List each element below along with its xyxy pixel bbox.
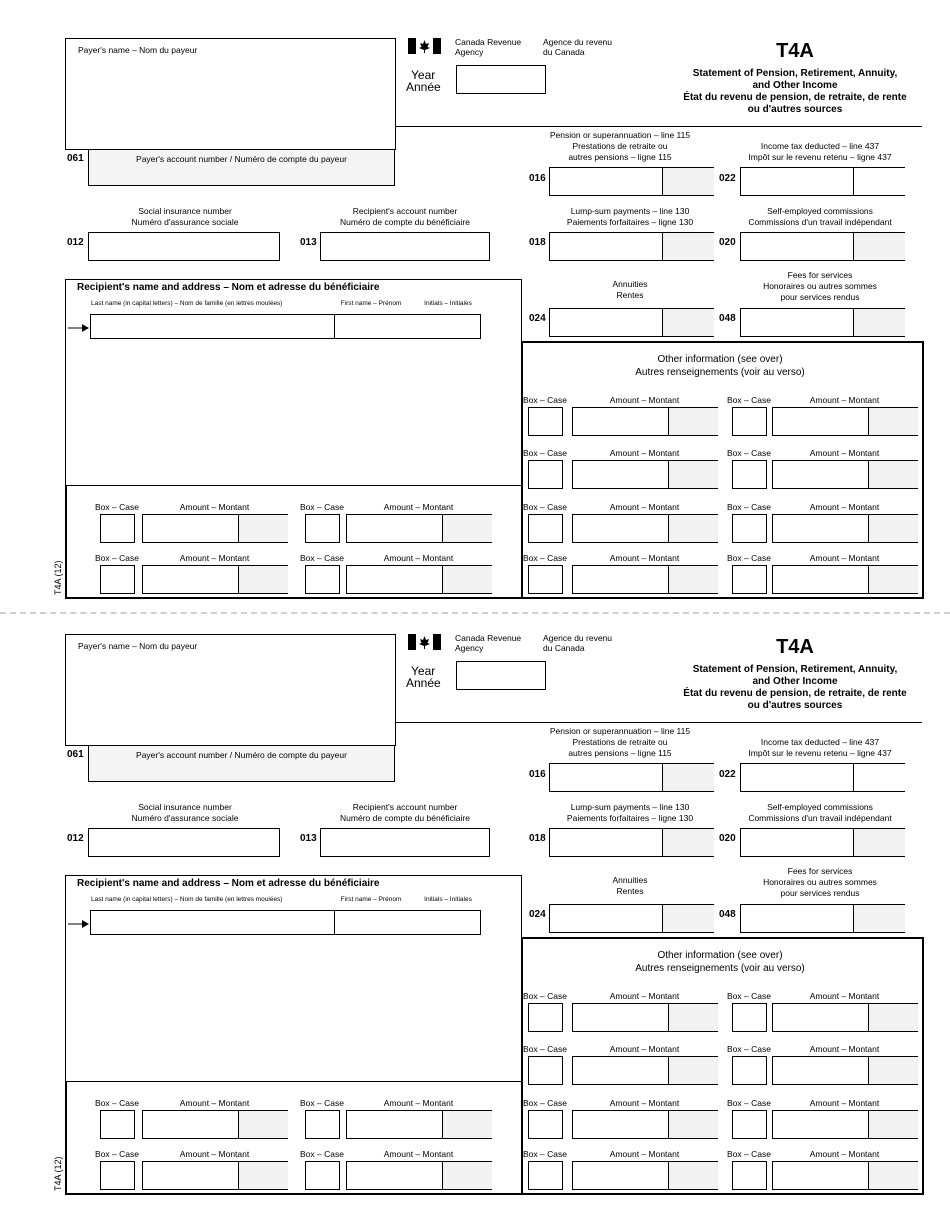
subtitle-en-1: Statement of Pension, Retirement, Annuity, bbox=[692, 68, 898, 79]
pension-label-3: autres pensions – ligne 115 bbox=[568, 152, 672, 162]
box-code-field[interactable] bbox=[100, 514, 135, 543]
annuities-label-2: Rentes bbox=[616, 886, 644, 896]
amount-montant-label: Amount – Montant bbox=[809, 1149, 880, 1159]
annuities-amount-field[interactable] bbox=[549, 308, 714, 337]
box-case-label: Box – Case bbox=[523, 448, 567, 458]
amount-field[interactable] bbox=[572, 407, 718, 436]
box-case-label: Box – Case bbox=[727, 1098, 771, 1108]
box-case-label: Box – Case bbox=[523, 502, 567, 512]
lump-label-1: Lump-sum payments – line 130 bbox=[570, 802, 690, 812]
box-code-field[interactable] bbox=[732, 1056, 767, 1085]
tax-label-1: Income tax deducted – line 437 bbox=[760, 141, 880, 151]
fees-code: 048 bbox=[719, 909, 736, 920]
fees-label-2: Honoraires ou autres sommes bbox=[763, 281, 877, 291]
last-name-label: Last name (in capital letters) – Nom de famille (en lettres moulées) bbox=[91, 896, 283, 903]
pension-label-2: Prestations de retraite ou bbox=[572, 737, 668, 747]
recipient-account-label-2: Numéro de compte du bénéficiaire bbox=[340, 813, 470, 823]
amount-field[interactable] bbox=[346, 1110, 492, 1139]
payer-name-label: Payer's name – Nom du payeur bbox=[78, 641, 198, 651]
recipient-account-label-1: Recipient's account number bbox=[352, 206, 458, 216]
subtitle-en-2: and Other Income bbox=[752, 676, 838, 687]
amount-field[interactable] bbox=[346, 514, 492, 543]
tear-line bbox=[0, 612, 950, 614]
box-code-field[interactable] bbox=[528, 565, 563, 594]
sin-code: 012 bbox=[67, 833, 84, 844]
box-code-field[interactable] bbox=[305, 1161, 340, 1190]
self-label-2: Commissions d'un travail indépendant bbox=[748, 217, 892, 227]
box-code-field[interactable] bbox=[732, 1161, 767, 1190]
recipient-account-code: 013 bbox=[300, 833, 317, 844]
agency-fr: Agence du revenu du Canada bbox=[543, 37, 612, 57]
amount-montant-label: Amount – Montant bbox=[383, 553, 454, 563]
tax-amount-field[interactable] bbox=[740, 763, 905, 792]
sin-label-2: Numéro d'assurance sociale bbox=[131, 217, 239, 227]
self-code: 020 bbox=[719, 237, 736, 248]
amount-montant-label: Amount – Montant bbox=[809, 502, 880, 512]
agency-en: Canada Revenue Agency bbox=[455, 37, 522, 57]
self-amount-field[interactable] bbox=[740, 828, 905, 857]
canada-flag-icon bbox=[408, 634, 441, 650]
sin-label-1: Social insurance number bbox=[138, 206, 232, 216]
box-code-field[interactable] bbox=[528, 1110, 563, 1139]
annuities-code: 024 bbox=[529, 313, 546, 324]
amount-montant-label: Amount – Montant bbox=[179, 553, 250, 563]
amount-field[interactable] bbox=[572, 1003, 718, 1032]
sin-field[interactable] bbox=[88, 232, 280, 261]
form-title: T4A bbox=[776, 40, 814, 62]
payer-name-box[interactable] bbox=[65, 38, 396, 150]
fees-label-1: Fees for services bbox=[787, 270, 853, 280]
box-case-label: Box – Case bbox=[300, 553, 344, 563]
fees-amount-field[interactable] bbox=[740, 904, 905, 933]
header-divider bbox=[396, 722, 922, 723]
amount-montant-label: Amount – Montant bbox=[179, 1098, 250, 1108]
subtitle-fr-1: État du revenu de pension, de retraite, de rente bbox=[683, 688, 907, 699]
lump-amount-field[interactable] bbox=[549, 232, 714, 261]
amount-field[interactable] bbox=[772, 565, 918, 594]
box-case-label: Box – Case bbox=[523, 553, 567, 563]
initials-label: Initials – Initiales bbox=[424, 300, 472, 307]
amount-montant-label: Amount – Montant bbox=[609, 448, 680, 458]
self-label-2: Commissions d'un travail indépendant bbox=[748, 813, 892, 823]
amount-montant-label: Amount – Montant bbox=[609, 1098, 680, 1108]
box-case-label: Box – Case bbox=[727, 1044, 771, 1054]
initials-label: Initials – Initiales bbox=[424, 896, 472, 903]
lump-label-1: Lump-sum payments – line 130 bbox=[570, 206, 690, 216]
tax-label-2: Impôt sur le revenu retenu – ligne 437 bbox=[748, 152, 892, 162]
payer-name-box[interactable] bbox=[65, 634, 396, 746]
box-case-label: Box – Case bbox=[300, 1149, 344, 1159]
amount-field[interactable] bbox=[142, 565, 288, 594]
recipient-account-field[interactable] bbox=[320, 828, 490, 857]
box-code-field[interactable] bbox=[528, 1056, 563, 1085]
box-case-label: Box – Case bbox=[95, 502, 139, 512]
amount-montant-label: Amount – Montant bbox=[809, 553, 880, 563]
recipient-account-label-1: Recipient's account number bbox=[352, 802, 458, 812]
fees-code: 048 bbox=[719, 313, 736, 324]
form-code: T4A (12) bbox=[53, 560, 63, 595]
amount-field[interactable] bbox=[572, 514, 718, 543]
sin-label-1: Social insurance number bbox=[138, 802, 232, 812]
first-name-label: First name – Prénom bbox=[340, 300, 402, 307]
subtitle-fr-2: ou d'autres sources bbox=[747, 700, 843, 711]
box-case-label: Box – Case bbox=[95, 1149, 139, 1159]
box-case-label: Box – Case bbox=[300, 502, 344, 512]
amount-montant-label: Amount – Montant bbox=[809, 448, 880, 458]
pension-amount-field[interactable] bbox=[549, 167, 714, 196]
box-code-field[interactable] bbox=[732, 514, 767, 543]
box-case-label: Box – Case bbox=[727, 991, 771, 1001]
amount-montant-label: Amount – Montant bbox=[383, 1098, 454, 1108]
amount-montant-label: Amount – Montant bbox=[383, 502, 454, 512]
recipient-box[interactable] bbox=[65, 875, 522, 1082]
box-code-field[interactable] bbox=[100, 1110, 135, 1139]
box-code-field[interactable] bbox=[305, 565, 340, 594]
pension-label-3: autres pensions – ligne 115 bbox=[568, 748, 672, 758]
amount-field[interactable] bbox=[772, 1110, 918, 1139]
recipient-title: Recipient's name and address – Nom et adresse du bénéficiaire bbox=[77, 282, 380, 293]
lump-code: 018 bbox=[529, 833, 546, 844]
amount-field[interactable] bbox=[572, 1110, 718, 1139]
agency-en: Canada Revenue Agency bbox=[455, 633, 522, 653]
payer-account-code: 061 bbox=[67, 749, 84, 760]
box-case-label: Box – Case bbox=[523, 395, 567, 405]
year-label-fr: Année bbox=[406, 676, 441, 690]
year-label-en: Year bbox=[411, 68, 436, 82]
lump-label-2: Paiements forfaitaires – ligne 130 bbox=[566, 813, 694, 823]
amount-field[interactable] bbox=[142, 1110, 288, 1139]
year-label-fr: Année bbox=[406, 80, 441, 94]
payer-account-box[interactable] bbox=[88, 745, 395, 782]
box-code-field[interactable] bbox=[528, 1161, 563, 1190]
form-title: T4A bbox=[776, 636, 814, 658]
payer-name-label: Payer's name – Nom du payeur bbox=[78, 45, 198, 55]
year-input[interactable] bbox=[456, 661, 546, 690]
pension-label-1: Pension or superannuation – line 115 bbox=[549, 726, 691, 736]
amount-field[interactable] bbox=[572, 460, 718, 489]
self-label-1: Self-employed commissions bbox=[767, 206, 873, 216]
slip-copy-1 bbox=[0, 0, 950, 600]
payer-account-label: Payer's account number / Numéro de compte du payeur bbox=[136, 750, 347, 760]
box-code-field[interactable] bbox=[528, 460, 563, 489]
self-amount-field[interactable] bbox=[740, 232, 905, 261]
recipient-account-label-2: Numéro de compte du bénéficiaire bbox=[340, 217, 470, 227]
payer-account-label: Payer's account number / Numéro de compte du payeur bbox=[136, 154, 347, 164]
pension-amount-field[interactable] bbox=[549, 763, 714, 792]
box-code-field[interactable] bbox=[305, 514, 340, 543]
box-code-field[interactable] bbox=[305, 1110, 340, 1139]
box-code-field[interactable] bbox=[100, 565, 135, 594]
amount-field[interactable] bbox=[572, 1056, 718, 1085]
tax-code: 022 bbox=[719, 173, 736, 184]
amount-montant-label: Amount – Montant bbox=[609, 1044, 680, 1054]
amount-field[interactable] bbox=[772, 514, 918, 543]
box-case-label: Box – Case bbox=[727, 1149, 771, 1159]
box-case-label: Box – Case bbox=[523, 1098, 567, 1108]
recipient-box[interactable] bbox=[65, 279, 522, 486]
annuities-label-1: Annuities bbox=[612, 875, 648, 885]
subtitle-en-1: Statement of Pension, Retirement, Annuity, bbox=[692, 664, 898, 675]
subtitle-en-2: and Other Income bbox=[752, 80, 838, 91]
recipient-title: Recipient's name and address – Nom et adresse du bénéficiaire bbox=[77, 878, 380, 889]
amount-field[interactable] bbox=[772, 407, 918, 436]
sin-code: 012 bbox=[67, 237, 84, 248]
amount-field[interactable] bbox=[772, 1003, 918, 1032]
fees-label-3: pour services rendus bbox=[780, 292, 860, 302]
amount-montant-label: Amount – Montant bbox=[809, 395, 880, 405]
box-code-field[interactable] bbox=[732, 407, 767, 436]
box-case-label: Box – Case bbox=[523, 991, 567, 1001]
lump-label-2: Paiements forfaitaires – ligne 130 bbox=[566, 217, 694, 227]
box-case-label: Box – Case bbox=[727, 448, 771, 458]
annuities-label-2: Rentes bbox=[616, 290, 644, 300]
amount-montant-label: Amount – Montant bbox=[609, 502, 680, 512]
amount-montant-label: Amount – Montant bbox=[809, 1098, 880, 1108]
year-input[interactable] bbox=[456, 65, 546, 94]
annuities-label-1: Annuities bbox=[612, 279, 648, 289]
box-case-label: Box – Case bbox=[727, 395, 771, 405]
arrow-right-icon bbox=[68, 916, 90, 926]
agency-fr: Agence du revenu du Canada bbox=[543, 633, 612, 653]
amount-montant-label: Amount – Montant bbox=[179, 502, 250, 512]
amount-field[interactable] bbox=[772, 1161, 918, 1190]
box-code-field[interactable] bbox=[528, 1003, 563, 1032]
pension-code: 016 bbox=[529, 173, 546, 184]
recipient-name-field[interactable] bbox=[90, 314, 481, 339]
last-name-label: Last name (in capital letters) – Nom de famille (en lettres moulées) bbox=[91, 300, 283, 307]
year-label-en: Year bbox=[411, 664, 436, 678]
amount-montant-label: Amount – Montant bbox=[609, 553, 680, 563]
arrow-right-icon bbox=[68, 320, 90, 330]
box-code-field[interactable] bbox=[528, 407, 563, 436]
fees-amount-field[interactable] bbox=[740, 308, 905, 337]
box-code-field[interactable] bbox=[732, 1110, 767, 1139]
sin-field[interactable] bbox=[88, 828, 280, 857]
amount-montant-label: Amount – Montant bbox=[609, 395, 680, 405]
other-info-1: Other information (see over) bbox=[657, 354, 783, 365]
fees-label-2: Honoraires ou autres sommes bbox=[763, 877, 877, 887]
amount-field[interactable] bbox=[346, 565, 492, 594]
header-divider bbox=[396, 126, 922, 127]
tax-label-1: Income tax deducted – line 437 bbox=[760, 737, 880, 747]
annuities-amount-field[interactable] bbox=[549, 904, 714, 933]
box-case-label: Box – Case bbox=[727, 553, 771, 563]
other-info-1: Other information (see over) bbox=[657, 950, 783, 961]
box-case-label: Box – Case bbox=[523, 1044, 567, 1054]
amount-field[interactable] bbox=[346, 1161, 492, 1190]
amount-montant-label: Amount – Montant bbox=[609, 1149, 680, 1159]
subtitle-fr-2: ou d'autres sources bbox=[747, 104, 843, 115]
amount-field[interactable] bbox=[572, 565, 718, 594]
box-case-label: Box – Case bbox=[300, 1098, 344, 1108]
box-case-label: Box – Case bbox=[95, 553, 139, 563]
box-code-field[interactable] bbox=[732, 460, 767, 489]
pension-label-1: Pension or superannuation – line 115 bbox=[549, 130, 691, 140]
lump-code: 018 bbox=[529, 237, 546, 248]
pension-label-2: Prestations de retraite ou bbox=[572, 141, 668, 151]
pension-code: 016 bbox=[529, 769, 546, 780]
tax-code: 022 bbox=[719, 769, 736, 780]
amount-montant-label: Amount – Montant bbox=[383, 1149, 454, 1159]
fees-label-1: Fees for services bbox=[787, 866, 853, 876]
amount-field[interactable] bbox=[572, 1161, 718, 1190]
payer-account-code: 061 bbox=[67, 153, 84, 164]
amount-montant-label: Amount – Montant bbox=[179, 1149, 250, 1159]
amount-montant-label: Amount – Montant bbox=[809, 991, 880, 1001]
self-label-1: Self-employed commissions bbox=[767, 802, 873, 812]
annuities-code: 024 bbox=[529, 909, 546, 920]
recipient-account-code: 013 bbox=[300, 237, 317, 248]
sin-label-2: Numéro d'assurance sociale bbox=[131, 813, 239, 823]
box-code-field[interactable] bbox=[528, 514, 563, 543]
amount-field[interactable] bbox=[142, 514, 288, 543]
amount-montant-label: Amount – Montant bbox=[609, 991, 680, 1001]
box-code-field[interactable] bbox=[732, 565, 767, 594]
self-code: 020 bbox=[719, 833, 736, 844]
subtitle-fr-1: État du revenu de pension, de retraite, de rente bbox=[683, 92, 907, 103]
amount-field[interactable] bbox=[772, 1056, 918, 1085]
box-code-field[interactable] bbox=[732, 1003, 767, 1032]
amount-field[interactable] bbox=[142, 1161, 288, 1190]
other-info-2: Autres renseignements (voir au verso) bbox=[635, 963, 805, 974]
other-info-2: Autres renseignements (voir au verso) bbox=[635, 367, 805, 378]
amount-montant-label: Amount – Montant bbox=[809, 1044, 880, 1054]
amount-field[interactable] bbox=[772, 460, 918, 489]
tax-amount-field[interactable] bbox=[740, 167, 905, 196]
box-case-label: Box – Case bbox=[95, 1098, 139, 1108]
slip-copy-2 bbox=[0, 596, 950, 1196]
form-code: T4A (12) bbox=[53, 1156, 63, 1191]
fees-label-3: pour services rendus bbox=[780, 888, 860, 898]
box-code-field[interactable] bbox=[100, 1161, 135, 1190]
recipient-name-field[interactable] bbox=[90, 910, 481, 935]
box-case-label: Box – Case bbox=[523, 1149, 567, 1159]
payer-account-box[interactable] bbox=[88, 149, 395, 186]
lump-amount-field[interactable] bbox=[549, 828, 714, 857]
box-case-label: Box – Case bbox=[727, 502, 771, 512]
canada-flag-icon bbox=[408, 38, 441, 54]
tax-label-2: Impôt sur le revenu retenu – ligne 437 bbox=[748, 748, 892, 758]
first-name-label: First name – Prénom bbox=[340, 896, 402, 903]
recipient-account-field[interactable] bbox=[320, 232, 490, 261]
